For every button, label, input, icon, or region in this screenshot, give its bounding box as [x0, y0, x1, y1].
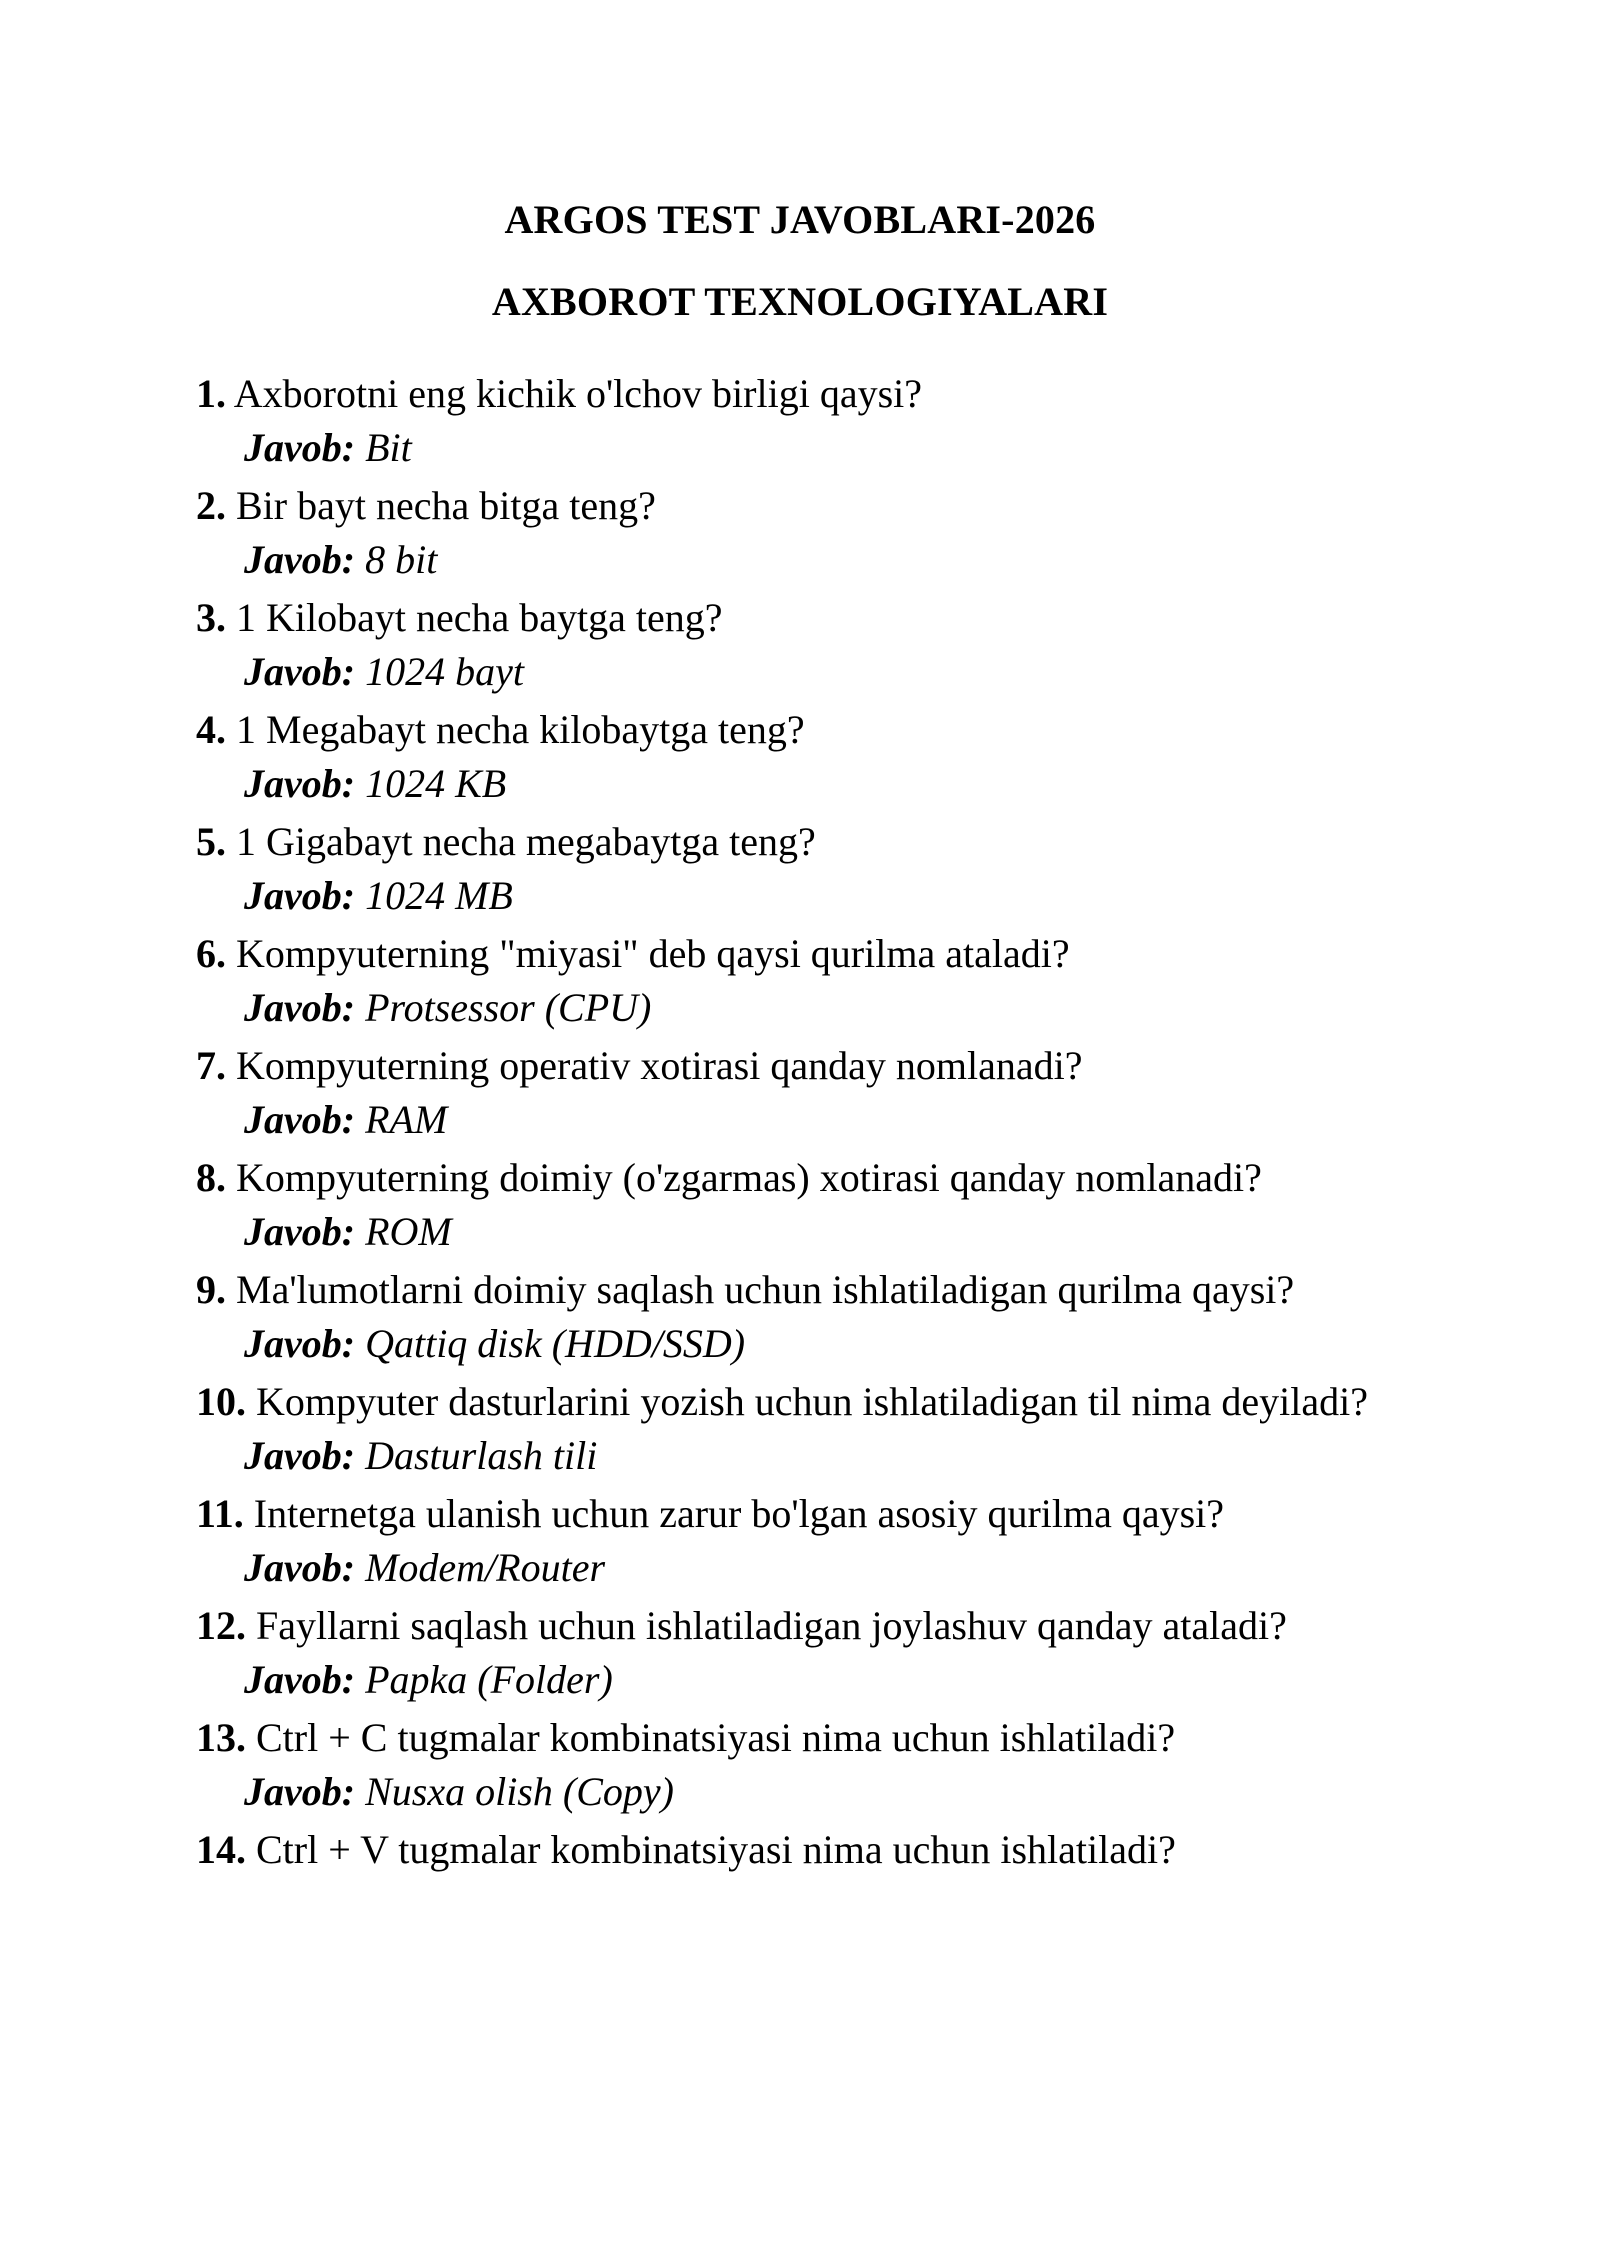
- answer-line: [196, 424, 1406, 472]
- answer-label: Javob:: [244, 425, 356, 470]
- question-body: Axborotni eng kichik o'lchov birligi qaysi?: [233, 371, 922, 416]
- question-body: Kompyuterning doimiy (o'zgarmas) xotirasi qanday nomlanadi?: [236, 1155, 1262, 1200]
- answer-text: Papka (Folder): [365, 1657, 613, 1702]
- question-text: [196, 1154, 1406, 1202]
- answer-label: Javob:: [244, 873, 356, 918]
- answer-line: [196, 1544, 1406, 1592]
- question-item: [196, 930, 1406, 1032]
- question-body: Kompyuter dasturlarini yozish uchun ishlatiladigan til nima deyiladi?: [256, 1379, 1368, 1424]
- answer-line: [196, 760, 1406, 808]
- question-body: Fayllarni saqlash uchun ishlatiladigan joylashuv qanday ataladi?: [256, 1603, 1287, 1648]
- question-text: [196, 482, 1406, 530]
- question-item: [196, 1266, 1406, 1368]
- answer-text: 1024 MB: [365, 873, 513, 918]
- question-number: 8.: [196, 1155, 226, 1200]
- question-number: 4.: [196, 707, 226, 752]
- answer-text: 1024 bayt: [365, 649, 524, 694]
- answer-line: [196, 1656, 1406, 1704]
- question-list: [196, 370, 1406, 1884]
- answer-line: [196, 1208, 1406, 1256]
- answer-label: Javob:: [244, 985, 356, 1030]
- question-body: Internetga ulanish uchun zarur bo'lgan asosiy qurilma qaysi?: [253, 1491, 1225, 1536]
- question-number: 14.: [196, 1827, 246, 1872]
- answer-line: [196, 984, 1406, 1032]
- question-item: [196, 1154, 1406, 1256]
- answer-text: Protsessor (CPU): [365, 985, 652, 1030]
- answer-line: [196, 1768, 1406, 1816]
- question-text: [196, 1042, 1406, 1090]
- question-number: 5.: [196, 819, 226, 864]
- answer-label: Javob:: [244, 1321, 356, 1366]
- question-number: 12.: [196, 1603, 246, 1648]
- question-item: [196, 1714, 1406, 1816]
- question-body: 1 Kilobayt necha baytga teng?: [236, 595, 723, 640]
- question-text: [196, 1714, 1406, 1762]
- question-item: [196, 482, 1406, 584]
- answer-text: Bit: [365, 425, 412, 470]
- answer-line: [196, 648, 1406, 696]
- question-number: 7.: [196, 1043, 226, 1088]
- answer-text: 1024 KB: [365, 761, 507, 806]
- question-number: 6.: [196, 931, 226, 976]
- question-number: 13.: [196, 1715, 246, 1760]
- question-item: [196, 594, 1406, 696]
- question-item: [196, 1490, 1406, 1592]
- question-item: [196, 818, 1406, 920]
- answer-label: Javob:: [244, 1545, 356, 1590]
- answer-text: Dasturlash tili: [365, 1433, 598, 1478]
- answer-label: Javob:: [244, 761, 356, 806]
- question-number: 3.: [196, 595, 226, 640]
- document-title: ARGOS TEST JAVOBLARI-2026: [504, 197, 1096, 242]
- question-text: [196, 1378, 1406, 1426]
- answer-text: Qattiq disk (HDD/SSD): [365, 1321, 746, 1366]
- question-text: [196, 818, 1406, 866]
- answer-line: [196, 1320, 1406, 1368]
- answer-text: RAM: [365, 1097, 448, 1142]
- question-item: [196, 370, 1406, 472]
- document-subtitle: AXBOROT TEXNOLOGIYALARI: [491, 279, 1109, 324]
- question-body: Ctrl + C tugmalar kombinatsiyasi nima uchun ishlatiladi?: [256, 1715, 1176, 1760]
- question-number: 2.: [196, 483, 226, 528]
- answer-label: Javob:: [244, 649, 356, 694]
- question-item: [196, 1826, 1406, 1874]
- question-text: [196, 594, 1406, 642]
- question-text: [196, 1266, 1406, 1314]
- question-number: 11.: [196, 1491, 244, 1536]
- question-text: [196, 1602, 1406, 1650]
- question-item: [196, 706, 1406, 808]
- question-body: Ctrl + V tugmalar kombinatsiyasi nima uchun ishlatiladi?: [256, 1827, 1176, 1872]
- question-item: [196, 1378, 1406, 1480]
- question-body: Bir bayt necha bitga teng?: [236, 483, 656, 528]
- answer-text: Modem/Router: [365, 1545, 606, 1590]
- question-text: [196, 706, 1406, 754]
- answer-line: [196, 872, 1406, 920]
- answer-label: Javob:: [244, 537, 356, 582]
- question-text: [196, 930, 1406, 978]
- answer-label: Javob:: [244, 1097, 356, 1142]
- answer-line: [196, 1432, 1406, 1480]
- answer-label: Javob:: [244, 1433, 356, 1478]
- question-number: 9.: [196, 1267, 226, 1312]
- question-item: [196, 1042, 1406, 1144]
- question-body: Kompyuterning operativ xotirasi qanday nomlanadi?: [236, 1043, 1083, 1088]
- question-text: [196, 1490, 1406, 1538]
- question-number: 1.: [196, 371, 226, 416]
- question-text: [196, 370, 1406, 418]
- answer-line: [196, 536, 1406, 584]
- question-body: Ma'lumotlarni doimiy saqlash uchun ishlatiladigan qurilma qaysi?: [236, 1267, 1295, 1312]
- question-body: Kompyuterning "miyasi" deb qaysi qurilma ataladi?: [236, 931, 1070, 976]
- answer-label: Javob:: [244, 1769, 356, 1814]
- question-body: 1 Gigabayt necha megabaytga teng?: [236, 819, 816, 864]
- answer-text: Nusxa olish (Copy): [365, 1769, 674, 1814]
- question-number: 10.: [196, 1379, 246, 1424]
- answer-line: [196, 1096, 1406, 1144]
- question-text: [196, 1826, 1406, 1874]
- answer-text: 8 bit: [365, 537, 438, 582]
- question-item: [196, 1602, 1406, 1704]
- answer-text: ROM: [365, 1209, 452, 1254]
- answer-label: Javob:: [244, 1657, 356, 1702]
- answer-label: Javob:: [244, 1209, 356, 1254]
- question-body: 1 Megabayt necha kilobaytga teng?: [236, 707, 805, 752]
